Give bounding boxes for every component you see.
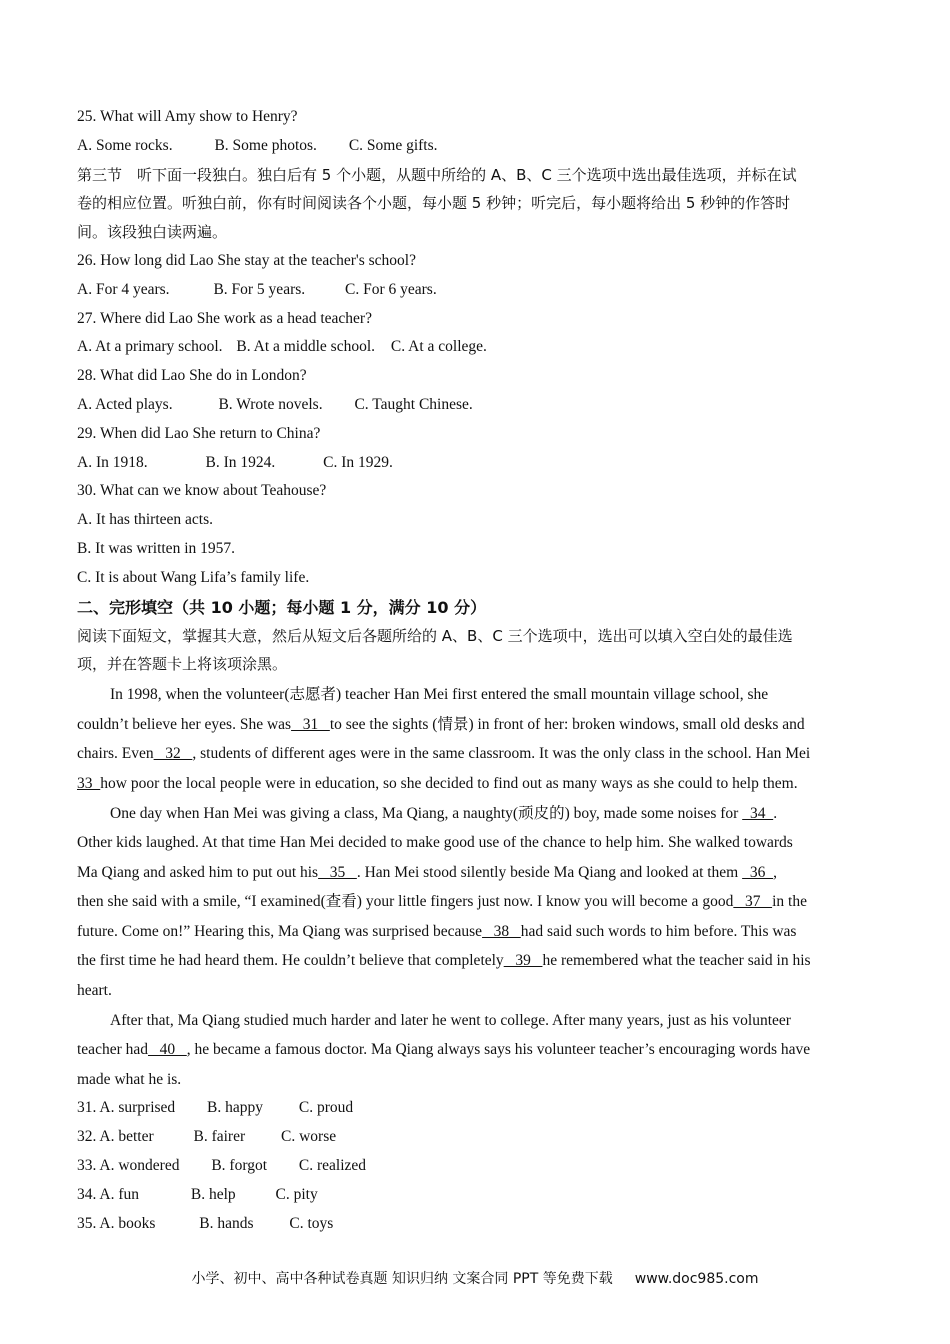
option-25-c: C. Some gifts. bbox=[348, 136, 438, 154]
part2-title: 二、完形填空（共 10 小题；每小题 1 分，满分 10 分） bbox=[77, 597, 487, 617]
options-27 bbox=[77, 333, 877, 362]
option-29-c: C. In 1929. bbox=[323, 453, 393, 471]
part2-instruction-line1: 阅读下面短文，掌握其大意，然后从短文后各题所给的 A、B、C 三个选项中，选出可以填入空白处的最佳选 bbox=[77, 626, 793, 645]
option-35-a: 35. A. books bbox=[77, 1214, 156, 1232]
footer-site-link[interactable]: www.doc985.com bbox=[634, 1271, 759, 1287]
blank-37: 37 bbox=[733, 893, 773, 911]
question-25: 25. What will Amy show to Henry? bbox=[77, 108, 298, 125]
option-32-a: 32. A. better bbox=[77, 1128, 154, 1146]
option-35-c: C. toys bbox=[289, 1214, 334, 1232]
blank-39: 39 bbox=[503, 952, 543, 970]
blank-34: 34 bbox=[742, 804, 774, 822]
option-25-b: B. Some photos. bbox=[214, 136, 317, 154]
options-28 bbox=[77, 391, 877, 420]
blank-38: 38 bbox=[482, 922, 521, 940]
passage bbox=[77, 680, 877, 1094]
question-30: 30. What can we know about Teahouse? bbox=[77, 482, 327, 500]
option-27-a: A. At a primary school. bbox=[77, 338, 223, 356]
passage-line: teacher had 40 , he became a famous doctor. Ma Qiang always says his volunteer teacher’s encouraging words have bbox=[77, 1041, 811, 1059]
option-30-c: C. It is about Wang Lifa’s family life. bbox=[77, 568, 310, 586]
option-26-b: B. For 5 years. bbox=[213, 280, 306, 298]
option-27-b: B. At a middle school. bbox=[236, 338, 376, 356]
options-31 bbox=[77, 1094, 877, 1123]
options-33 bbox=[77, 1152, 877, 1181]
footer-text: 小学、初中、高中各种试卷真题 知识归纳 文案合同 PPT 等免费下载 bbox=[191, 1271, 613, 1287]
section3-instruction-line2: 卷的相应位置。听独白前，你有时间阅读各个小题，每小题 5 秒钟；听完后，每小题将给出 5 秒钟的作答时 bbox=[77, 194, 791, 213]
blank-36: 36 bbox=[742, 863, 774, 881]
passage-line: In 1998, when the volunteer(志愿者) teacher Han Mei first entered the small mountain village school, she bbox=[110, 686, 769, 704]
option-35-b: B. hands bbox=[199, 1214, 254, 1232]
option-31-b: B. happy bbox=[207, 1099, 264, 1117]
option-28-b: B. Wrote novels. bbox=[218, 395, 323, 413]
option-34-a: 34. A. fun bbox=[77, 1185, 139, 1203]
option-26-a: A. For 4 years. bbox=[77, 280, 170, 298]
blank-32: 32 bbox=[153, 745, 193, 763]
exam-page bbox=[77, 103, 877, 1238]
option-26-c: C. For 6 years. bbox=[345, 280, 437, 298]
option-33-b: B. forgot bbox=[211, 1157, 268, 1175]
option-28-a: A. Acted plays. bbox=[77, 395, 173, 413]
blank-40: 40 bbox=[148, 1041, 187, 1059]
option-30-a: A. It has thirteen acts. bbox=[77, 511, 214, 529]
question-29: 29. When did Lao She return to China? bbox=[77, 424, 321, 442]
section3-instruction-line3: 间。该段独白读两遍。 bbox=[77, 223, 228, 242]
passage-line: chairs. Even 32 , students of different ages were in the same classroom. It was the only class in the school. Han Mei bbox=[77, 745, 811, 763]
options-32 bbox=[77, 1123, 877, 1152]
passage-line: Ma Qiang and asked him to put out his 35 . Han Mei stood silently beside Ma Qiang and looked at them 36 , bbox=[77, 863, 777, 881]
option-29-a: A. In 1918. bbox=[77, 453, 148, 471]
blank-33: 33 bbox=[77, 774, 101, 792]
passage-line: couldn’t believe her eyes. She was 31 to see the sights (情景) in front of her: broken windows, small old desks and bbox=[77, 715, 805, 733]
passage-line: heart. bbox=[77, 982, 112, 1000]
passage-line: 33 how poor the local people were in education, so she decided to find out as many ways as she could to help them. bbox=[77, 774, 798, 792]
option-33-c: C. realized bbox=[298, 1157, 367, 1175]
options-26 bbox=[77, 276, 877, 305]
option-31-a: 31. A. surprised bbox=[77, 1099, 176, 1117]
blank-35: 35 bbox=[318, 863, 357, 881]
options-35 bbox=[77, 1210, 877, 1239]
passage-line: future. Come on!” Hearing this, Ma Qiang was surprised because 38 had said such words to him before. This was bbox=[77, 922, 797, 940]
options-29 bbox=[77, 449, 877, 478]
option-28-c: C. Taught Chinese. bbox=[354, 395, 473, 413]
passage-line: After that, Ma Qiang studied much harder and later he went to college. After many years, just as his volunteer bbox=[110, 1011, 791, 1029]
option-32-b: B. fairer bbox=[193, 1128, 246, 1146]
passage-line: made what he is. bbox=[77, 1070, 182, 1088]
passage-line: One day when Han Mei was giving a class, Ma Qiang, a naughty(顽皮的) boy, made some noises for 34 . bbox=[110, 804, 778, 822]
option-34-c: C. pity bbox=[275, 1185, 318, 1203]
part2-instruction-line2: 项，并在答题卡上将该项涂黑。 bbox=[77, 655, 288, 674]
option-34-b: B. help bbox=[190, 1185, 236, 1203]
question-27: 27. Where did Lao She work as a head teacher? bbox=[77, 309, 372, 327]
question-28: 28. What did Lao She do in London? bbox=[77, 367, 307, 385]
option-31-c: C. proud bbox=[298, 1099, 354, 1117]
option-27-c: C. At a college. bbox=[390, 338, 487, 356]
option-29-b: B. In 1924. bbox=[205, 453, 276, 471]
blank-31: 31 bbox=[291, 715, 330, 733]
question-26: 26. How long did Lao She stay at the teacher's school? bbox=[77, 251, 416, 269]
passage-line: then she said with a smile, “I examined(查看) your little fingers just now. I know you will become a good 37 in the bbox=[77, 893, 807, 911]
option-32-c: C. worse bbox=[281, 1128, 337, 1146]
options-25 bbox=[77, 132, 877, 161]
passage-line: Other kids laughed. At that time Han Mei decided to make good use of the chance to help him. She walked towards bbox=[77, 834, 793, 852]
option-30-b: B. It was written in 1957. bbox=[77, 539, 235, 557]
page-footer bbox=[0, 1268, 950, 1288]
option-25-a: A. Some rocks. bbox=[77, 136, 173, 154]
passage-line: the first time he had heard them. He couldn’t believe that completely 39 he remembered what the teacher said in his bbox=[77, 952, 811, 970]
section3-instruction-line1: 第三节 听下面一段独白。独白后有 5 个小题，从题中所给的 A、B、C 三个选项中选出最佳选项，并标在试 bbox=[77, 165, 797, 184]
options-34 bbox=[77, 1181, 877, 1210]
option-33-a: 33. A. wondered bbox=[77, 1157, 180, 1175]
